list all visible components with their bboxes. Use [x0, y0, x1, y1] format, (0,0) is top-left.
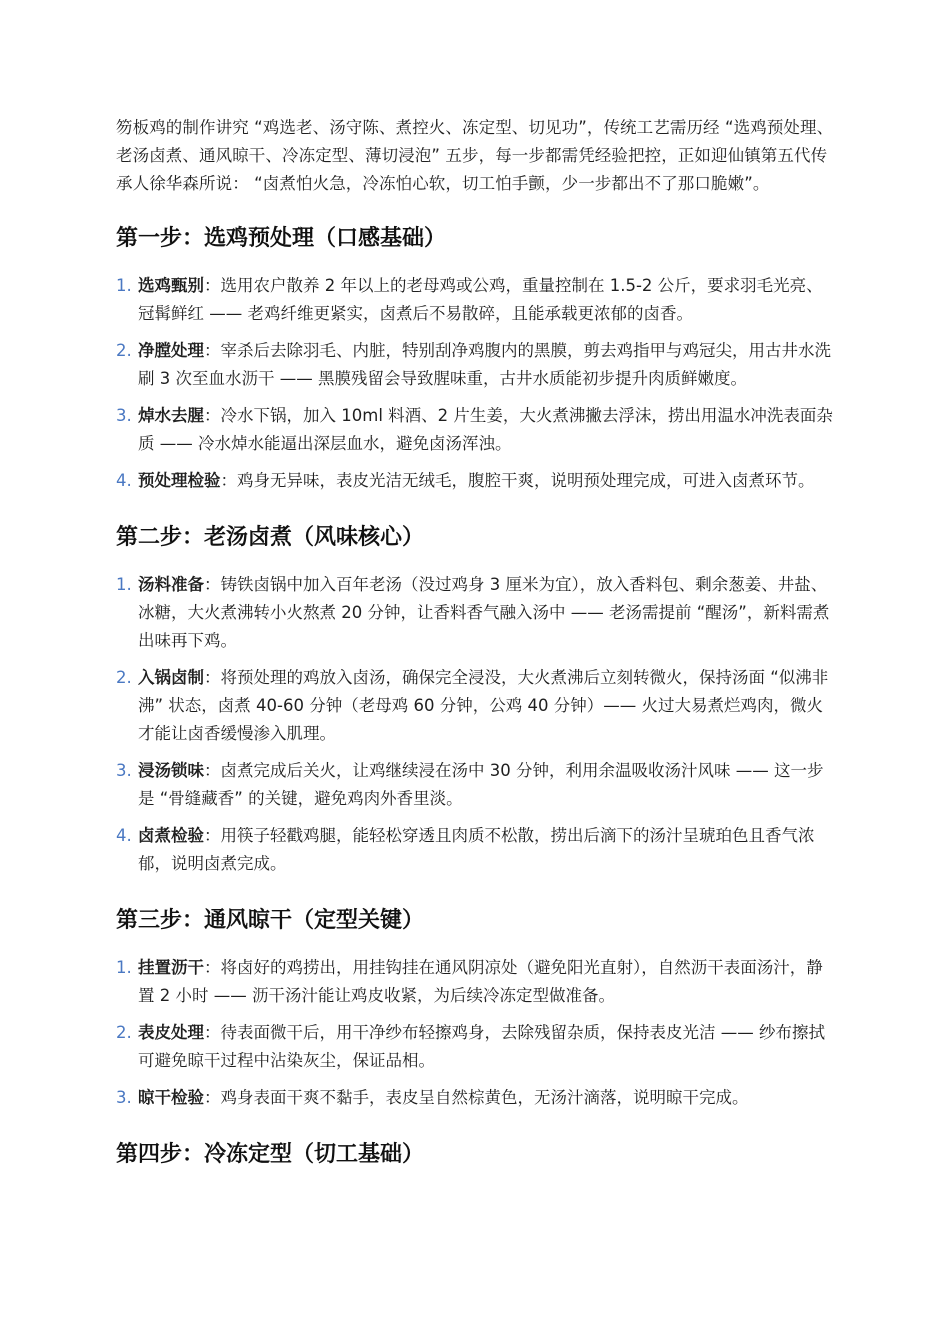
list-number: 4. — [116, 826, 132, 845]
item-term: 焯水去腥 — [138, 406, 204, 425]
list-number: 1. — [116, 575, 132, 594]
list-item — [116, 954, 838, 1010]
list-item — [116, 467, 838, 495]
item-text: ：待表面微干后，用干净纱布轻擦鸡身，去除残留杂质，保持表皮光洁 —— 纱布擦拭可避免晾干过程中沾染灰尘，保证品相。 — [138, 1023, 825, 1070]
list-number: 3. — [116, 406, 132, 425]
item-term: 晾干检验 — [138, 1088, 204, 1107]
list-item — [116, 571, 838, 655]
item-text: ：将卤好的鸡捞出，用挂钩挂在通风阴凉处（避免阳光直射），自然沥干表面汤汁，静置 2 小时 —— 沥干汤汁能让鸡皮收紧，为后续冷冻定型做准备。 — [138, 958, 823, 1005]
item-text: ：卤煮完成后关火，让鸡继续浸在汤中 30 分钟，利用余温吸收汤汁风味 —— 这一步是 “骨缝藏香” 的关键，避免鸡肉外香里淡。 — [138, 761, 824, 808]
list-item — [116, 272, 838, 328]
section-heading: 第一步：选鸡预处理（口感基础） — [116, 226, 447, 251]
item-term: 表皮处理 — [138, 1023, 204, 1042]
list-number: 4. — [116, 471, 132, 490]
step-list — [116, 571, 838, 878]
list-item — [116, 1019, 838, 1075]
list-item — [116, 757, 838, 813]
list-number: 1. — [116, 276, 132, 295]
list-item — [116, 822, 838, 878]
item-text: ：选用农户散养 2 年以上的老母鸡或公鸡，重量控制在 1.5-2 公斤，要求羽毛光亮、冠髯鲜红 —— 老鸡纤维更紧实，卤煮后不易散碎，且能承载更浓郁的卤香。 — [138, 276, 823, 323]
item-term: 卤煮检验 — [138, 826, 204, 845]
list-number: 3. — [116, 761, 132, 780]
section-heading: 第三步：通风晾干（定型关键） — [116, 908, 425, 933]
list-number: 2. — [116, 341, 132, 360]
list-item — [116, 1084, 838, 1112]
item-text: ：将预处理的鸡放入卤汤，确保完全浸没，大火煮沸后立刻转微火，保持汤面 “似沸非沸” 状态，卤煮 40-60 分钟（老母鸡 60 分钟，公鸡 40 分钟）—— 火过大易煮烂鸡肉，微火才能让卤香缓慢渗入肌理。 — [138, 668, 829, 743]
list-item — [116, 664, 838, 748]
item-text: ：冷水下锅，加入 10ml 料酒、2 片生姜，大火煮沸撇去浮沫，捞出用温水冲洗表面杂质 —— 冷水焯水能逼出深层血水，避免卤汤浑浊。 — [138, 406, 833, 453]
list-number: 1. — [116, 958, 132, 977]
item-term: 汤料准备 — [138, 575, 204, 594]
item-term: 净膛处理 — [138, 341, 204, 360]
section-heading: 第四步：冷冻定型（切工基础） — [116, 1142, 425, 1167]
item-term: 挂置沥干 — [138, 958, 204, 977]
item-text: ：宰杀后去除羽毛、内脏，特别刮净鸡腹内的黑膜，剪去鸡指甲与鸡冠尖，用古井水洗刷 3 次至血水沥干 —— 黑膜残留会导致腥味重，古井水质能初步提升肉质鲜嫩度。 — [138, 341, 831, 388]
list-item — [116, 337, 838, 393]
intro-paragraph: 笏板鸡的制作讲究 “鸡选老、汤守陈、煮控火、冻定型、切见功”，传统工艺需历经 “选鸡预处理、老汤卤煮、通风晾干、冷冻定型、薄切浸泡” 五步，每一步都需凭经验把控，正如迎仙镇第五代传承人徐华森所说： “卤煮怕火急，冷冻怕心软，切工怕手颤，少一步都出不了那口脆嫩”。 — [116, 118, 834, 193]
item-term: 入锅卤制 — [138, 668, 204, 687]
item-text: ：鸡身无异味，表皮光洁无绒毛，腹腔干爽，说明预处理完成，可进入卤煮环节。 — [220, 471, 815, 490]
item-text: ：用筷子轻戳鸡腿，能轻松穿透且肉质不松散，捞出后滴下的汤汁呈琥珀色且香气浓郁，说明卤煮完成。 — [138, 826, 815, 873]
item-term: 选鸡甄别 — [138, 276, 204, 295]
step-list — [116, 272, 838, 495]
list-item — [116, 402, 838, 458]
document-page — [116, 114, 838, 1170]
list-number: 2. — [116, 1023, 132, 1042]
list-number: 3. — [116, 1088, 132, 1107]
item-term: 浸汤锁味 — [138, 761, 204, 780]
list-number: 2. — [116, 668, 132, 687]
item-text: ：铸铁卤锅中加入百年老汤（没过鸡身 3 厘米为宜），放入香料包、剩余葱姜、井盐、冰糖，大火煮沸转小火熬煮 20 分钟，让香料香气融入汤中 —— 老汤需提前 “醒汤”，新料需煮出味再下鸡。 — [138, 575, 830, 650]
step-list — [116, 954, 838, 1112]
item-term: 预处理检验 — [138, 471, 221, 490]
section-heading: 第二步：老汤卤煮（风味核心） — [116, 525, 425, 550]
item-text: ：鸡身表面干爽不黏手，表皮呈自然棕黄色，无汤汁滴落，说明晾干完成。 — [204, 1088, 749, 1107]
